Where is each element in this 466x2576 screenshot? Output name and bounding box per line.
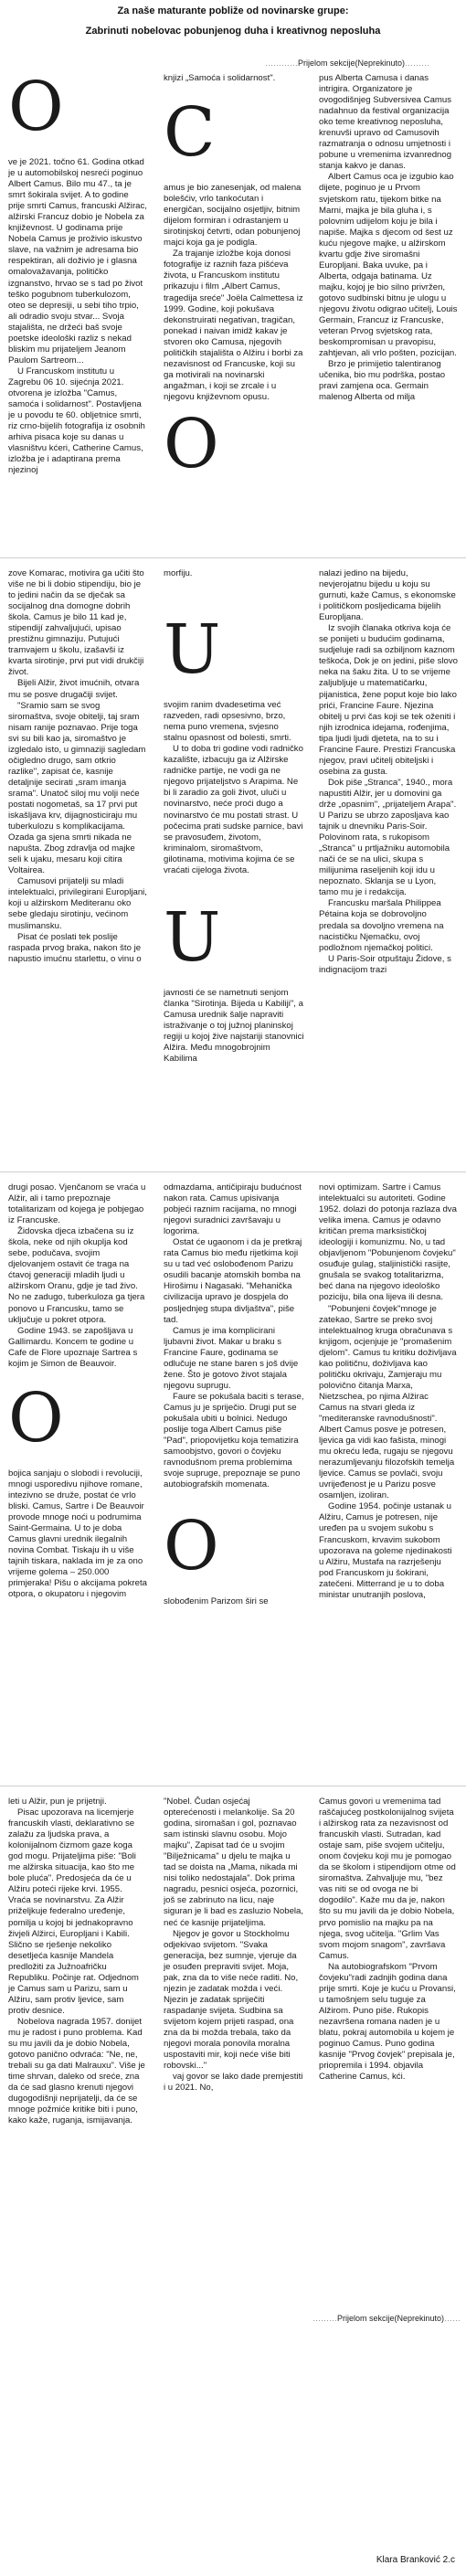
paragraph: bojica sanjaju o slobodi i revoluciji, mnogi usporedivu njihove romane, intezivno se druže, postat će vrlo bliski. Camus, Sartre i De Beauvoir provode mnoge noći u podrumima Saint-Germaina. U to je doba Camus glavni urednik ilegalnih novina Combat. Tiskaju ih u više tajnih tiskara, naklada im je za ono vrijeme golema – 250.000 primjeraka! Pišu o akcijama pokreta otpora, o okupatoru i njegovim — [8, 1468, 147, 1600]
column-2 — [164, 1182, 304, 1776]
column-3 — [319, 568, 458, 1162]
column-text — [8, 157, 147, 476]
paragraph: Dok piše „Stranca", 1940., mora napustiti Alžir, jer u domovini ga drže „opasnim", „prijateljem Arapa". U Parizu se ubrzo zaposljava kao tajnik u dnevniku Paris-Soir. Polovinom rata, s rukopisom „Stranca" u prtljažniku automobila nači će se na ulici, skupa s milijunima raseljenih koji idu u nepoznato. Sklanja se u Lyon, tamo mu je i redakcija. — [319, 777, 457, 898]
column-text — [319, 73, 458, 403]
column-1 — [8, 568, 147, 1162]
column-text — [164, 183, 304, 403]
paragraph: Camusovi prijatelji su mladi intelektualci, privilegirani Europljani, koji u alžirskom Mediteranu oko sebe gledaju sirotinju, većinom muslimansku. — [8, 876, 147, 931]
paragraph: novi optimizam. Sartre i Camus intelektualci su autoriteti. Godine 1952. dolazi do potonja razlaza dva velika imena. Camus je odavno kritičan prema marksističkoj ideologiji i komunizmu. No, u tad objavljenom "Pobunjenom čovjeku" osuđuje gulag, staljinistički rasijte, gnušala se svakog totalitarizma, beć dana na njegovo ideološko poziciju, bila ona lijeva ili desna. — [319, 1182, 457, 1303]
paragraph: amus je bio zanesenjak, od malena bolešćiv, vrlo tankoćutan i energičan, socijalno osjetljiv, bitnim dijelom formiran i odrastanjem u sirotinjskoj četvrti, odan pobunjenoj majci koja ga je podigla. — [164, 183, 302, 249]
paragraph: knjizi „Samoća i solidarnost". — [164, 73, 276, 83]
page-divider — [0, 1171, 466, 1172]
header-line-1: Za naše maturante pobliže od novinarske grupe: — [117, 5, 349, 16]
column-text — [164, 568, 304, 579]
column-text — [319, 568, 458, 976]
drop-cap: O — [8, 1378, 64, 1458]
drop-cap: C — [164, 93, 216, 173]
paragraph: Pisac upozorava na licemjerje francuskih vlasti, deklarativno se zalažu za ljudska prava, a kolonijalnom čizmom gaze koga god mogu. Prijateljima piše: "Boli me alžirska situacija, kao što me bole pluća". Predosjeća da će u Alžiru poteći rijeke krvi. 1955. Vraća se novinarstvu. Za Alžir priželjkuje federalno uređenje, pomilja u kojoj bi jednakopravno živjeli Alžirci, Europljani i Kabili. Slično se rješenje nekoliko desetljeća kasnije Mandela predložiti za Južnoafričku Republiku. Počinje rat. Odjednom je Camus sam u Parizu, sam u Alžiru, sam protiv ljevice, sam protiv desnice. — [8, 1807, 139, 2016]
paragraph: "Sramio sam se svog siromaštva, svoje obitelji, taj sram nisam ranije poznavao. Prije toga svi su bili kao ja, siromaštvo je izgledalo isto, u gimnaziji sagledam očigledno drugo, sam otkrio razlike", zapisat će, kasnije detaljnije secirati „sram imanja srama". Unatoč siloj mu volji neće postati nogometaš, sa 17 prvi put iskašljava krv, dijagnosticiraju mu tuberkulozu s komplikacijama. Ozada ga sjena smrti nikada ne napušta. Zbog zdravlja od majke seli k ujaku, mesaru koji citira Voltairea. — [8, 700, 146, 876]
column-text — [8, 1182, 147, 1370]
column-2 — [164, 568, 304, 1162]
section-break-caption-bottom: ………Prijelom sekcije(Neprekinuto)…… — [312, 2314, 461, 2323]
paragraph: "Nobel. Čudan osjećaj opterećenosti i melankolije. Sa 20 godina, siromašan i gol, poznavao sam istinski slavnu osobu. Mojo majku", Zapisat tad će u svojim "Bilježnicama" u djelu te majka u tad se doista na „Mama, nikada mi nisi toliko nedostajala". Dok prima nagradu, pesnici osjeća, pozornici, još se zabrinuto na licu, naje siguran je li bad es zasluzio Nobela, neć će kasnije prijateljima. — [164, 1797, 304, 1928]
paragraph: Za trajanje izložbe koja donosi fotografije iz raznih faza pišćeva života, u Francuskom institutu prikazuju i film „Albert Camus, tragedija sreće" Joëla Calmettesa iz 1999. Godine, koji pokušava dekonstruirati negativan, tragičan, ponekad i naivan imidž kakav je stvoren oko Camusa, njegovih političkih stajališta o Alžiru i borbi za nezavisnost od Francuske, koji su ga motivirali na novinarski angažman, i koji se zrcale i u njegovu književnom opusu. — [164, 249, 303, 402]
paragraph: Bijeli Alžir, život imućnih, otvara mu se posve drugačiji svijet. — [8, 678, 140, 700]
column-text — [164, 988, 304, 1065]
column-text — [164, 1596, 304, 1607]
column-3 — [319, 1182, 458, 1776]
column-2 — [164, 1797, 304, 2308]
column-1 — [8, 1797, 147, 2308]
paragraph: U Paris-Soir otpuštaju Židove, s indignacijom trazi — [319, 953, 451, 975]
paragraph: leti u Alžir, pun je prijetnji. — [8, 1797, 107, 1807]
paragraph: Faure se pokušala baciti s terase, Camus ju je spriječio. Drugi put se pokušala ubiti u bolnici. Nedugo poslije toga Albert Camus piše "Pad", priopovijetku koja tematizira samoobjstvo, govori o čovjeku ravnodušnom prema problemima svoje supruge, prepoznaje se puno autobiografskih momenata. — [164, 1391, 304, 1490]
article-headline: Zabrinuti nobelovac pobunjenog duha i kreativnog neposluha — [85, 26, 381, 37]
paragraph: Francusku maršala Philippea Pétaina koja se dobrovoljno predala sa dovoljno vremena na nacističku Njemačku, ovoj podložnom njemačkoj politici. — [319, 898, 444, 953]
paragraph: Ostat će ugaonom i da je pretkraj rata Camus bio među rijetkima koji su u tad već oslobođenom Parizu osudili bacanje atomskih bomba na Hirošimu i Nagasaki. "Mehanička civilizacija upravo je dospjela do posljednjeg stupa divljaštva", piše tad. — [164, 1237, 302, 1325]
column-3 — [319, 1797, 458, 2308]
drop-cap: O — [164, 404, 219, 483]
text-block-3 — [8, 1182, 458, 1776]
paragraph: Godine 1943. se zapošljava u Gallimardu. Koncem te godine u Cafe de Flore upoznaje Sartrea s kojim je Simon de Beauvoir. — [8, 1325, 138, 1369]
paragraph: U Francuskom institutu u Zagrebu 06 10. sijećnja 2021. otvorena je izložba "Camus, samoća i solidarnost". Postavljena je u povodu te 60. obljetnice smrti, riz crno-bijelih fotografija iz osobnih arhiva pisaca koje su danas u vlasništvu kćeri, Catherine Camus, izložba je i adaptirana prema njezinoj — [8, 366, 145, 476]
column-text — [8, 568, 147, 965]
paragraph: morfiju. — [164, 568, 193, 578]
text-block-4 — [8, 1797, 458, 2308]
column-1 — [8, 1182, 147, 1776]
paragraph: Pisat će poslati tek poslije raspada prvog braka, nakon što je napustio imućnu starlettu, o vinu o — [8, 931, 142, 964]
paragraph: zove Komarac, motivira ga učiti što više ne bi li dobio stipendiju, bio je to jedini način da se dječak sa socijalnog dna domogne dobrih škola. Camus je bilo 11 kad je, stipendijí zahvaljujući, upisao prestižnu gimnaziju. Putujući tramvajem u školu, izašavši iz kvarta sirotinje, prvi put vidi drukčiji život. — [8, 568, 144, 678]
paragraph: Iz svojih članaka otkriva koja će se ponijeti u budućim godinama, sudjeluje radi sa ozbiljnom kaznom teškoća, Dok je on jedini, piše slovo neka na šaku žita. U to se vrijeme zaljubljuje u matematičarku, pijanistica, žene poput koje bio lako prići, Francine Faure. Njezina obitelj u prvi čas koji se tek oženiti i njih izrodnica idejama, rođenjima, tipa ljudi ljudi djeteta, na to su i Francine Faure. Prestizi Francuska njegov, pravi učitelj obiteljski i osebina za gusta. — [319, 623, 458, 777]
page-divider — [0, 557, 466, 558]
paragraph: Na autobiografskom "Prvom čovjeku"radi zadnjih godina dana prije smrti. Koje je kuću u Provansi, u tamošnjem selu tuguje za Alžirom. Puno piše. Rukopis nezavršena romana naden je u blatu, pokraj automobila u kojem je poginuo Camus. Puno godina kasnije "Prvog čovjek" prepisala je, priopremila i 1994. objavila Catherine Camus, kći. — [319, 1961, 456, 2083]
paragraph: Njegov je govor u Stockholmu odjekivao svijetom. "Svaka generacija, bez sumnje, vjeruje da je osuđen prepraviti svijet. Moja, pak, zna da to više neće raditi. No, njezin je zadatak možda i veći. Njezin je zadatak spriječiti raspadanje svijeta. Sudbina sa svijetom kojem prijeti raspad, ona zna da bi možda trebala, tako da njegovi morala ponovila moralna uspostaviti mir, koji neće više biti robovski..." — [164, 1928, 299, 2072]
column-text — [8, 1797, 147, 2126]
paragraph: javnosti će se nametnuti senjom članka "Sirotinja. Bijeda u Kabiliji", a Camusa urednik šalje napraviti istraživanje o toj južnoj planinskoj regiji u kojoj žive najstariji stanovnici Alžira. Među mnogobrojnim Kabilima — [164, 987, 304, 1065]
text-block-2 — [8, 568, 458, 1162]
paragraph: drugi posao. Vjenčanom se vraća u Alžir, ali i tamo prepoznaje totalitarizam od kojega je pobjegao iz Francuske. — [8, 1182, 146, 1226]
paragraph: slobođenim Parizom širi se — [164, 1596, 269, 1607]
column-3 — [319, 73, 458, 548]
column-2 — [164, 73, 304, 548]
drop-cap: O — [164, 1507, 219, 1586]
column-text — [319, 1182, 458, 1601]
drop-cap: O — [8, 73, 64, 146]
paragraph: ve je 2021. točno 61. Godina otkad je u automobilskoj nesreći poginuo Albert Camus. Bilo mu 47., ta je smrt šokirala svijet. A to godine prije smrti Camus, francuski Alžirac, alžirski Francuz dobio je Nobela za književnost. U godinama prije Nobela Camus je proživio iskustvo slave, na važnim je adresama bio respektiran, ali doživio je i glasna omalovažavanja, političko izgnanstvo, hrvao se s tad po život teško pogubnom tuberkulozom, oteo se depresiji, u sebi tiho trpio, ali odradio svoju stvar... Svoja stajališta, ne držeći baš svoje poetske ideološki razliz s nekad bliskim mu prijateljem Jeanom Paulom Sartreom... — [8, 157, 147, 366]
column-1 — [8, 73, 147, 548]
paragraph: "Pobunjeni čovjek"mnoge je zatekao, Sartre se preko svoj intelektualnog kruga obračunava s knjigom, ocjenjuje je "promašenim djelom". Camus tu kritiku doživljava kao političnu, doživljava kao političku okrivaju, Zamjeraju mu polovično čitanja Marxa, Nietzschea, po njima Alžirac Camus na stvari gleda iz "mediteranske ravnodušnosti". Albert Camus posve je potresen, ljevica ga vidi kao fašista, minogi mu okreću leđa, rugaju se njegovu nerazumljevanju filozofskih temelja ljevice. Camus se povlači, svoju uvrijeđenost je u Parizu posve osamljen, izoliran. — [319, 1303, 457, 1501]
paragraph: svojim ranim dvadesetima već razveden, radi opsesivno, brzo, nema puno vremena, svjesno stalnu opasnost od bolesti, smrti. — [164, 700, 291, 744]
paragraph: Camus je ima komplicirani ljubavni život. Makar u braku s Francine Faure, godinama se odlučuje ne stane baren s još dvije žene. Što je gotovo život stajala njegovu suprugu. — [164, 1325, 299, 1391]
drop-cap: U — [164, 897, 221, 977]
column-text — [164, 1797, 304, 2094]
text-block-1 — [8, 73, 458, 548]
paragraph: Brzo je primijetio talentiranog učenika, bio mu podrška, postao pravi zamjena oca. Germain malenog Alberta od milja — [319, 359, 446, 403]
paragraph: pus Alberta Camusa i danas intrigira. Organizatore je ovogodišnjeg Subversivea Camus nadahnuo da festival organizacija oko teme kreativnog neposluha, krenuvši upravo od Camusovih razmatranja o odnosu umjetnosti i pobune u vremenima izvanrednog stanja kakvo je danas. — [319, 73, 452, 172]
column-text — [164, 1182, 304, 1490]
author-signature: Klara Branković 2.c — [376, 2555, 455, 2565]
paragraph: Albert Camus oca je izgubio kao dijete, poginuo je u Prvom svjetskom ratu, tijekom bitke na Marni, majka je bila gluha i, s polovnim udijelom koju je bila i napiše. Majka s djecom od šest uz kuću njegove majke, u alžirskom kvartu gdje žive siromašni Europljani. Baka uvuke, pa i Alberta, odgaja batinama. Uz majku, kojoj je bio silno privržen, gotovo sudbinski bitnu je ulogu u njegovu životu odigrao učitelj, Louis Germain, Francuz iz Francuske, veteran Prvog svjetskog rata, beskompromisan u pravopisu, zahtjevan, ali vrlo pošten, pozicijan. — [319, 172, 458, 359]
paragraph: U to doba tri godine vodi radničko kazalište, izbacuju ga iz Alžirske radničke partije, ne vodi ga ne njegovo prijateljstvo s Arapima. Ne bi li zaradio za goli život, uluči u novinarstvo, neće proći dugo a novinarstvo će mu postati strast. U počecima prati sudske parnice, bavi se pravosuđem, životom, kriminalom, siromaštvom, gilotinama, motivima kojima će se vraćati cijeloga života. — [164, 744, 303, 875]
page-header — [0, 0, 466, 37]
paragraph: Godine 1954. počinje ustanak u Alžiru, Camus je potresen, nije uređen pa u svojem sukobu s Francuskom, krvavim sukobom upozorava na goleme njedinakosti u Alžiru, Mustafa na razrješenju pod Francuskom ju šokirani, zatečeni. Mitterrand je u to doba ministar unutranjih poslova, — [319, 1501, 452, 1600]
paragraph: vaj govor se lako dade premjestiti i u 2021. No, — [164, 2072, 303, 2094]
paragraph: Nobelova nagrada 1957. donijet mu je radost i puno problema. Kad su mu javili da je dobio Nobela, gotovo panično odvraća: "Ne, ne, trebali su ga dati Malrauxu". Više je time shrvan, daleko od sreće, zna da će sad glasno krenuti njegovi dugogodišnji neprijatelji, da će se mnoge požmiće kritike biti i puno, kako kaže, ruganja, ismijavanja. — [8, 2016, 145, 2126]
paragraph: nalazi jedino na bijedu, nevjerojatnu bijedu u koju su gurnuti, kaže Camus, s ekonomske i političkom posljedicama bijelih Europljana. — [319, 568, 456, 623]
section-break-caption-top: …………Prijelom sekcije(Neprekinuto)……… — [265, 58, 430, 68]
column-text — [8, 1468, 147, 1601]
drop-cap: U — [164, 610, 221, 690]
paragraph: Camus govori u vremenima tad raščajućeg postkolonijalnog svijeta i alžirskog rata za nezavisnost od francuskih vlasti. Sutradan, kad ostaje sam, piše svojem učitelju, onom čovjeku koji mu je pomogao da se školom i stipendijom otme od siromaštva. Zahvaljuje mu, "bez vas niti se od ovoga ne bi dogodilo". Kaže mu da je, nakon što su mu javili da je dobio Nobela, prvo pomislio na majku pa na njega, svog učitelja. "Grlim Vas svom mojom snagom", završava Camus. — [319, 1797, 456, 1961]
paragraph: Židovska djeca izbačena su iz škola, neke od njih okuplja kod sebe, podučava, svojim djelovanjem ostavit će traga na ćtavoj generaciji mladih ljudi u alžirskom Oranu, gdje je tad živo. No ne zadugo, tuberkuloza ga tjera ponovo u Francusku, tamo se uključuje u pokret otpora. — [8, 1226, 145, 1325]
column-text — [164, 73, 304, 84]
paragraph: odmazdama, antičipiraju budućnost nakon rata. Camus upisivanja pobjeći raznim racijama, no mnogi njegovi suradnici završavaju u logorima. — [164, 1182, 302, 1237]
column-text — [164, 700, 304, 876]
column-text — [319, 1797, 458, 2083]
